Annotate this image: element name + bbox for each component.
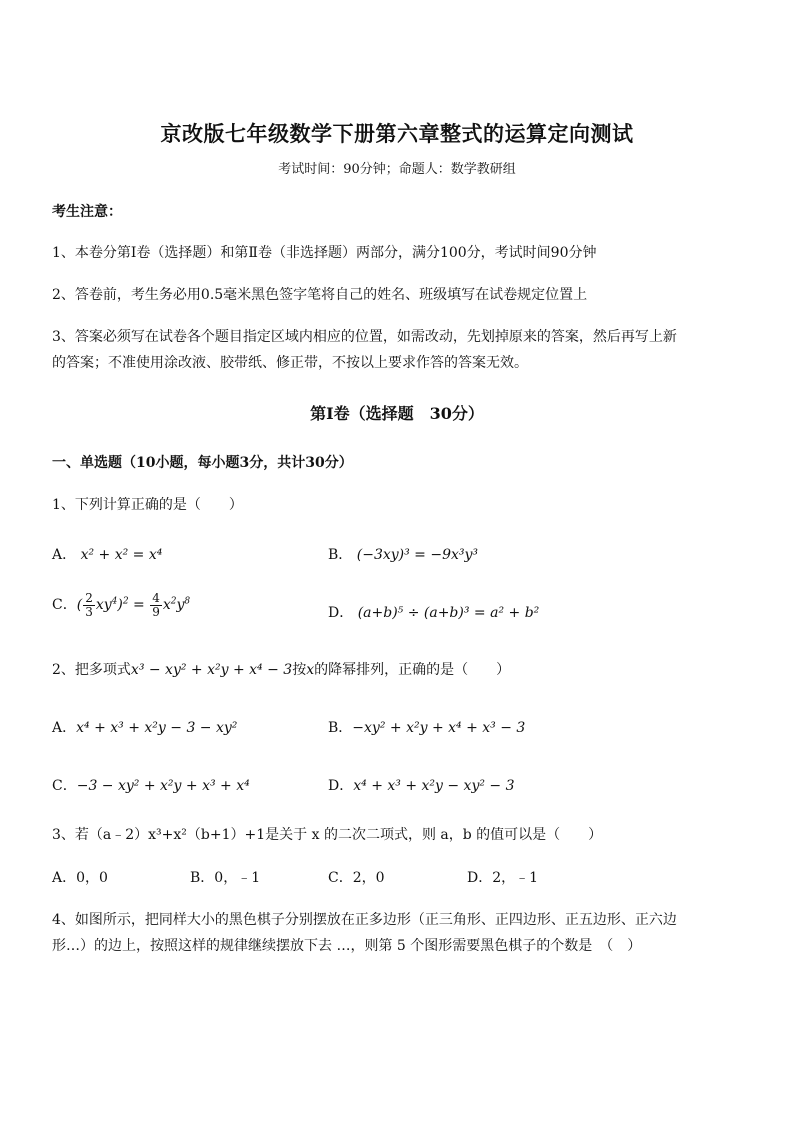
- q1-c-rhs-fraction: $\frac{4}{9}$: [152, 591, 160, 619]
- q1-d-math: (a+b)⁵ ÷ (a+b)³ = a² + b²: [357, 605, 540, 621]
- exam-subtitle: 考试时间：90分钟；命题人：数学教研组: [278, 162, 516, 177]
- q1-b-math: (−3xy)³ = −9x³y³: [356, 547, 479, 563]
- part-heading: 一、单选题（10小题，每小题3分，共计30分）: [52, 455, 353, 471]
- q1-b-label: B．: [328, 547, 353, 563]
- q4-stem-line1: 4、如图所示，把同样大小的黑色棋子分别摆放在正多边形（正三角形、正四边形、正五边形、正六边: [52, 912, 677, 928]
- notice-item-3: 3、答案必须写在试卷各个题目指定区域内相应的位置，如需改动，先划掉原来的答案，然后再写上新: [52, 329, 677, 345]
- q1-a-label: A．: [52, 547, 77, 563]
- q1-d-label: D．: [328, 605, 354, 621]
- q3-option-b: B．0，﹣1: [190, 870, 261, 886]
- q2-option-c: C．−3 − xy² + x²y + x³ + x⁴: [52, 778, 250, 794]
- q2-option-d: D．x⁴ + x³ + x²y − xy² − 3: [328, 778, 515, 794]
- q2-option-a: A．x⁴ + x³ + x²y − 3 − xy²: [52, 720, 238, 736]
- q2-option-b: B．−xy² + x²y + x⁴ + x³ − 3: [328, 720, 526, 736]
- q1-option-d: [328, 602, 539, 622]
- notice-item-1: 1、本卷分第Ⅰ卷（选择题）和第Ⅱ卷（非选择题）两部分，满分100分，考试时间90分钟: [52, 245, 597, 261]
- q2-stem: 2、把多项式x³ − xy² + x²y + x⁴ − 3按x的降幂排列，正确的是（ ）: [52, 662, 511, 678]
- notice-item-2: 2、答卷前，考生务必用0.5毫米黑色签字笔将自己的姓名、班级填写在试卷规定位置上: [52, 287, 588, 303]
- section-title: 第Ⅰ卷（选择题 30分）: [310, 404, 484, 423]
- q1-c-fraction: $\frac{2}{3}$: [85, 591, 93, 619]
- q1-option-c: C．( $\frac{2}{3}$ $xy^4)^2$ = $\frac{4}{9}$ $x^2y^8$: [52, 591, 191, 619]
- q3-option-a: A．0，0: [52, 870, 108, 886]
- q3-option-c: C．2，0: [328, 870, 385, 886]
- q1-a-math: x² + x² = x⁴: [80, 547, 163, 563]
- q1-stem: 1、下列计算正确的是（ ）: [52, 497, 243, 513]
- q1-option-b: [328, 544, 478, 564]
- q1-c-label: C．: [52, 597, 77, 614]
- q2-polynomial: x³ − xy² + x²y + x⁴ − 3: [130, 662, 293, 678]
- notice-item-3-cont: 的答案；不准使用涂改液、胶带纸、修正带，不按以上要求作答的答案无效。: [52, 355, 528, 371]
- exam-title: 京改版七年级数学下册第六章整式的运算定向测试: [160, 121, 634, 146]
- q4-stem-line2: 形…）的边上，按照这样的规律继续摆放下去 …，则第 5 个图形需要黑色棋子的个数是 （ ）: [52, 938, 642, 954]
- notice-heading: 考生注意：: [52, 204, 122, 220]
- q1-option-a: [52, 544, 162, 564]
- q3-stem: 3、若（a﹣2）x³+x²（b+1）+1是关于 x 的二次二项式，则 a，b 的值可以是（ ）: [52, 827, 603, 843]
- q3-option-d: D．2，﹣1: [467, 870, 539, 886]
